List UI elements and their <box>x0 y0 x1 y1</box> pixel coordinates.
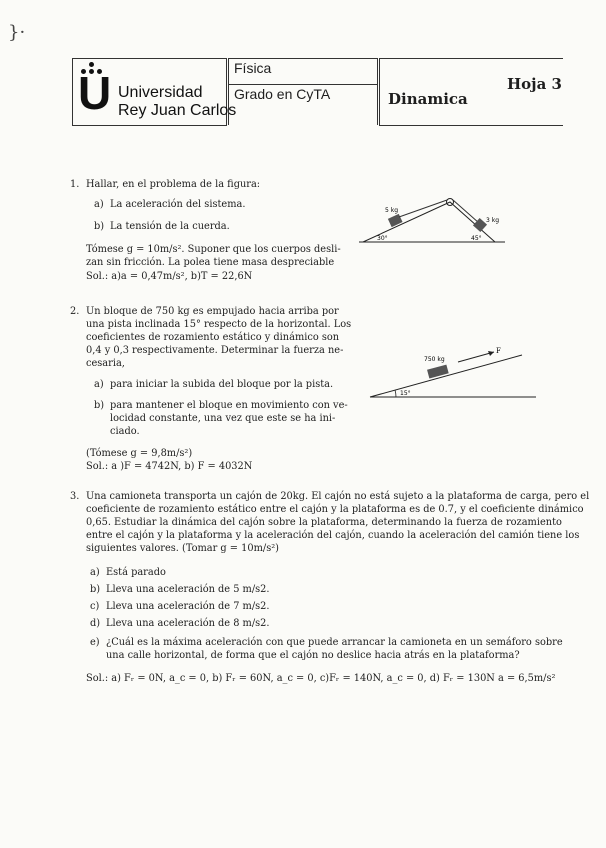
margin-mark: }· <box>8 22 26 43</box>
problem-1-item-a: La aceleración del sistema. <box>110 199 246 210</box>
problem-3-statement-line: siguientes valores. (Tomar g = 10m/s²) <box>86 543 279 554</box>
problem-1-item-b-label: b) <box>94 221 105 232</box>
problem-2-statement-line: 0,4 y 0,3 respectivamente. Determinar la fuerza ne- <box>86 345 344 356</box>
problem-3-item-e-line: una calle horizontal, de forma que el cajón no deslice hacia atrás en la plataforma? <box>106 650 520 661</box>
figure-2-angle: 15° <box>400 390 411 397</box>
figure-1-mass-left: 5 kg <box>385 207 399 214</box>
problem-2-item-b-line: para mantener el bloque en movimiento con ve- <box>110 400 348 411</box>
problem-2-item-a: para iniciar la subida del bloque por la pista. <box>110 379 334 390</box>
problem-1-item-b: La tensión de la cuerda. <box>110 221 230 232</box>
problem-2-number: 2. <box>70 306 80 317</box>
problem-3-item-e-line: ¿Cuál es la máxima aceleración con que puede arrancar la camioneta en un semáforo sobre <box>106 637 563 648</box>
problem-3-item-b-label: b) <box>90 584 101 595</box>
problem-2-solution: Sol.: a )F = 4742N, b) F = 4032N <box>86 461 253 472</box>
problem-3-statement-line: entre el cajón y la plataforma y la aceleración del cajón, cuando la aceleración del camión tiene los <box>86 530 580 541</box>
problem-2-statement-line: cesaria, <box>86 358 125 369</box>
problem-2-statement-line: coeficientes de rozamiento estático y dinámico son <box>86 332 340 343</box>
university-name-line1: Universidad <box>118 84 203 101</box>
problem-3-item-d: Lleva una aceleración de 8 m/s2. <box>106 618 270 629</box>
problem-1-statement: Hallar, en el problema de la figura: <box>86 179 261 190</box>
problem-3-item-a-label: a) <box>90 567 100 578</box>
problem-2-item-b-line: ciado. <box>110 426 140 437</box>
problem-3-item-c-label: c) <box>90 601 100 612</box>
problem-1-solution: Sol.: a)a = 0,47m/s², b)T = 22,6N <box>86 271 253 282</box>
university-name-line2: Rey Juan Carlos <box>118 102 237 119</box>
figure-1-angle-left: 30° <box>377 235 388 242</box>
problem-2-item-b-label: b) <box>94 400 105 411</box>
problem-1-item-a-label: a) <box>94 199 104 210</box>
problem-3-item-a: Está parado <box>106 567 166 578</box>
problem-3-number: 3. <box>70 491 80 502</box>
problem-1-number: 1. <box>70 179 80 190</box>
sheet-number: Hoja 3 <box>507 75 562 93</box>
problem-2-item-a-label: a) <box>94 379 104 390</box>
problem-3-statement-line: Una camioneta transporta un cajón de 20kg. El cajón no está sujeto a la plataforma de carga, pero el <box>86 491 590 502</box>
figure-inclined-plane-block <box>366 345 546 405</box>
problem-2-note: (Tómese g = 9,8m/s²) <box>86 448 193 459</box>
problem-3-statement-line: coeficiente de rozamiento estático entre el cajón y la plataforma es de 0.7, y el coeficiente dinámico <box>86 504 584 515</box>
problem-3-item-c: Lleva una aceleración de 7 m/s2. <box>106 601 270 612</box>
problem-2-item-b-line: locidad constante, una vez que este se ha ini- <box>110 413 336 424</box>
problem-1-note-line: Tómese g = 10m/s². Suponer que los cuerpos desli- <box>86 244 341 255</box>
figure-2-force: F <box>496 347 501 355</box>
problem-3-item-d-label: d) <box>90 618 101 629</box>
course-divider <box>228 84 377 85</box>
figure-inclined-planes-pulley <box>355 190 515 250</box>
figure-1-angle-right: 45° <box>471 235 482 242</box>
figure-2-mass: 750 kg <box>424 356 445 363</box>
problem-3-item-b: Lleva una aceleración de 5 m/s2. <box>106 584 270 595</box>
problem-3-item-e-label: e) <box>90 637 100 648</box>
problem-2-statement-line: una pista inclinada 15° respecto de la horizontal. Los <box>86 319 352 330</box>
figure-1-mass-right: 3 kg <box>486 217 500 224</box>
problem-2-statement-line: Un bloque de 750 kg es empujado hacia arriba por <box>86 306 339 317</box>
problem-3-solution: Sol.: a) Fᵣ = 0N, a_c = 0, b) Fᵣ = 60N, a_c = 0, c)Fᵣ = 140N, a_c = 0, d) Fᵣ = 130N a = 6,5m/s² <box>86 673 556 684</box>
logo-letter: U <box>78 67 112 119</box>
problem-1-note-line: zan sin fricción. La polea tiene masa despreciable <box>86 257 335 268</box>
subject-label: Física <box>234 60 272 76</box>
problem-3-statement-line: 0,65. Estudiar la dinámica del cajón sobre la plataforma, determinando la fuerza de rozamiento <box>86 517 562 528</box>
degree-label: Grado en CyTA <box>234 86 331 102</box>
topic-title: Dinamica <box>388 90 468 108</box>
